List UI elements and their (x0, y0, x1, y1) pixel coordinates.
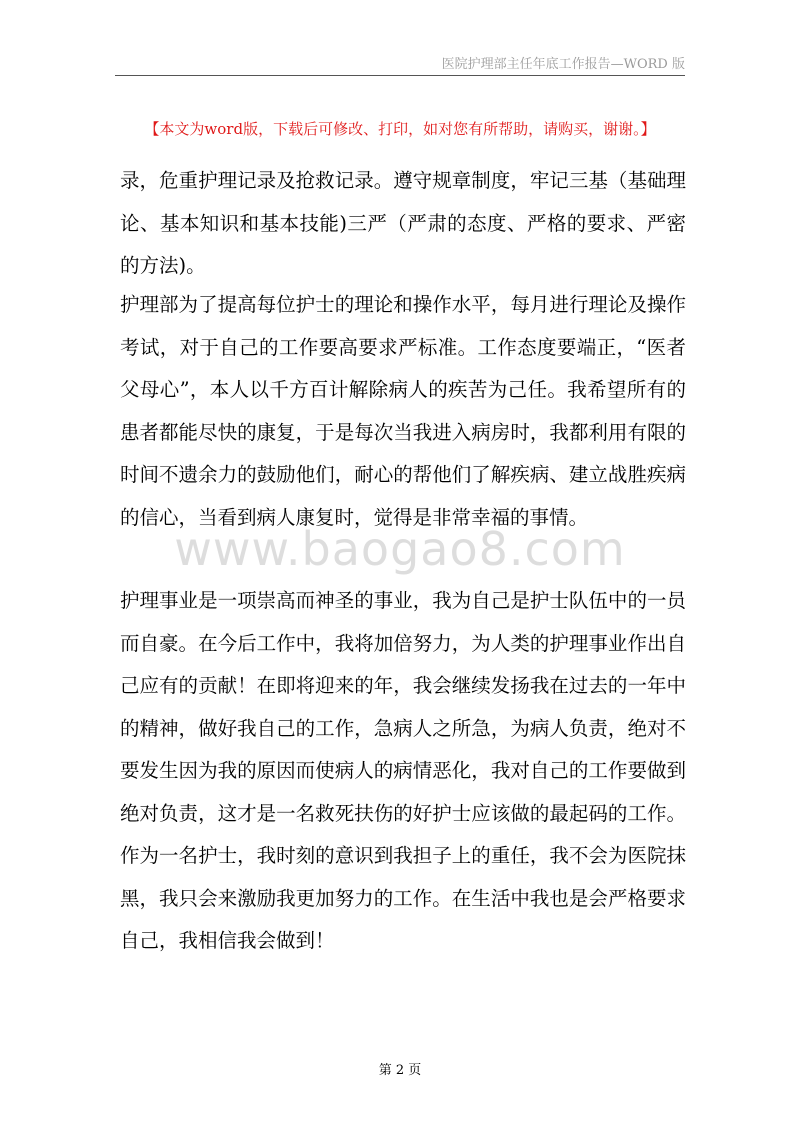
header-divider (115, 75, 685, 76)
paragraph: 护理事业是一项崇高而神圣的事业，我为自己是护士队伍中的一员而自豪。在今后工作中，我将加倍努力，为人类的护理事业作出自己应有的贡献！在即将迎来的年，我会继续发扬我在过去的一年中的精神，做好我自己的工作，急病人之所急，为病人负责，绝对不要发生因为我的原因而使病人的病情恶化，我对自己的工作要做到绝对负责，这才是一名救死扶伤的好护士应该做的最起码的工作。作为一名护士，我时刻的意识到我担子上的重任，我不会为医院抹黑，我只会来激励我更加努力的工作。在生活中我也是会严格要求自己，我相信我会做到！ (120, 589, 686, 952)
paragraph: 护理部为了提高每位护士的理论和操作水平，每月进行理论及操作考试，对于自己的工作要高要求严标准。工作态度要端正，“医者父母心”，本人以千方百计解除病人的疾苦为己任。我希望所有的患者都能尽快的康复，于是每次当我进入病房时，我都利用有限的时间不遗余力的鼓励他们，耐心的帮他们了解疾病、建立战胜疾病的信心，当看到病人康复时，觉得是非常幸福的事情。 (120, 293, 686, 529)
paragraph: 录，危重护理记录及抢救记录。遵守规章制度，牢记三基（基础理论、基本知识和基本技能)三严（严肃的态度、严格的要求、严密的方法)。 (120, 169, 686, 277)
page-number: 第 2 页 (378, 1063, 422, 1078)
watermark: www.baogao8.com (174, 522, 626, 576)
purchase-notice: 【本文为word版，下载后可修改、打印，如对您有所帮助，请购买，谢谢。】 (144, 120, 656, 138)
header-title: 医院护理部主任年底工作报告—WORD 版 (441, 57, 685, 72)
